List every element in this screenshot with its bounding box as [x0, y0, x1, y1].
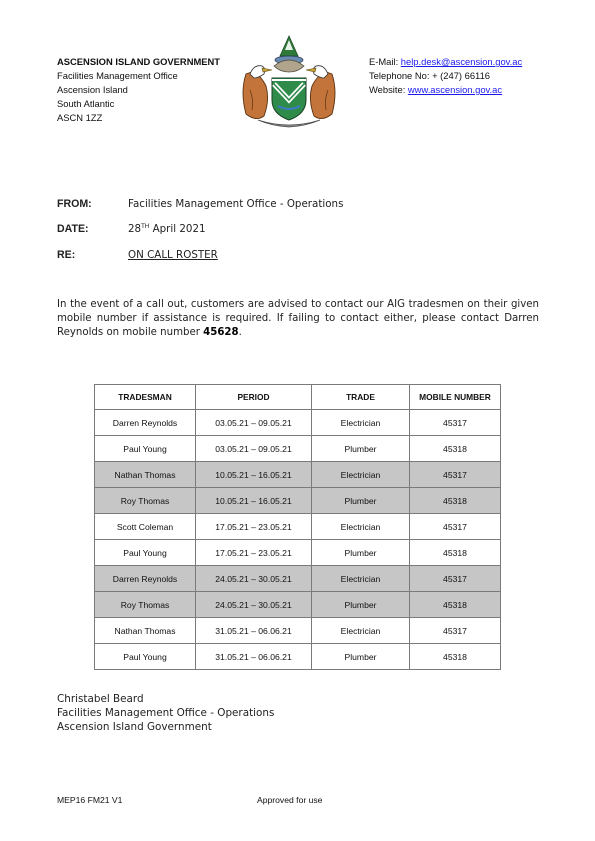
date-day: 28 — [128, 223, 142, 235]
tradesman-cell: Darren Reynolds — [95, 566, 196, 592]
mobile-number-cell: 45318 — [410, 592, 501, 618]
period-cell: 17.05.21 – 23.05.21 — [196, 540, 312, 566]
table-row — [95, 644, 501, 670]
coat-of-arms-icon — [236, 34, 342, 130]
table-row — [95, 410, 501, 436]
table-row — [95, 592, 501, 618]
re-label: RE: — [57, 249, 76, 261]
tradesman-cell: Nathan Thomas — [95, 462, 196, 488]
email-line — [369, 55, 522, 69]
email-label: E-Mail: — [369, 56, 401, 67]
trade-cell: Electrician — [312, 514, 410, 540]
date-value — [128, 223, 206, 235]
mobile-number-cell: 45318 — [410, 488, 501, 514]
period-cell: 03.05.21 – 09.05.21 — [196, 410, 312, 436]
intro-paragraph — [57, 298, 539, 340]
mobile-number-cell: 45317 — [410, 462, 501, 488]
roster-body — [95, 410, 501, 670]
period-cell: 31.05.21 – 06.06.21 — [196, 618, 312, 644]
trade-cell: Plumber — [312, 644, 410, 670]
organisation-name: ASCENSION ISLAND GOVERNMENT — [57, 56, 221, 67]
tradesman-cell: Darren Reynolds — [95, 410, 196, 436]
address-line: Facilities Management Office — [57, 70, 178, 81]
table-row — [95, 462, 501, 488]
period-cell: 10.05.21 – 16.05.21 — [196, 462, 312, 488]
table-row — [95, 514, 501, 540]
trade-cell: Electrician — [312, 462, 410, 488]
period-cell: 31.05.21 – 06.06.21 — [196, 644, 312, 670]
tradesman-cell: Nathan Thomas — [95, 618, 196, 644]
tradesman-cell: Roy Thomas — [95, 488, 196, 514]
website-link[interactable]: www.ascension.gov.ac — [407, 84, 503, 95]
signatory-organisation: Ascension Island Government — [57, 721, 212, 733]
intro-text: In the event of a call out, customers are advised to contact our AIG tradesmen on their given mobile number if assistance is required. If failing to contact either, please contact Darren Reynolds on mobile number — [57, 299, 539, 338]
tradesman-cell: Scott Coleman — [95, 514, 196, 540]
phone-line: Telephone No: + (247) 66116 — [369, 70, 491, 81]
table-row — [95, 540, 501, 566]
tradesman-cell: Roy Thomas — [95, 592, 196, 618]
period-cell: 03.05.21 – 09.05.21 — [196, 436, 312, 462]
table-row — [95, 488, 501, 514]
sender-address-block — [57, 55, 220, 125]
trade-cell: Plumber — [312, 592, 410, 618]
mobile-number-cell: 45318 — [410, 436, 501, 462]
column-header-trade: TRADE — [312, 385, 410, 410]
trade-cell: Electrician — [312, 618, 410, 644]
on-call-roster-table — [94, 384, 501, 670]
mobile-number-cell: 45317 — [410, 410, 501, 436]
email-link[interactable]: help.desk@ascension.gov.ac — [400, 56, 523, 67]
period-cell: 24.05.21 – 30.05.21 — [196, 566, 312, 592]
trade-cell: Plumber — [312, 488, 410, 514]
approval-note: Approved for use — [257, 795, 323, 805]
address-line: South Atlantic — [57, 98, 115, 109]
date-suffix: TH — [141, 223, 150, 230]
table-row — [95, 566, 501, 592]
column-header-period: PERIOD — [196, 385, 312, 410]
website-label: Website: — [369, 84, 408, 95]
signatory-name: Christabel Beard — [57, 693, 144, 705]
table-header-row — [95, 385, 501, 410]
website-line — [369, 83, 522, 97]
signatory-office: Facilities Management Office - Operations — [57, 707, 275, 719]
period-cell: 10.05.21 – 16.05.21 — [196, 488, 312, 514]
mobile-number-cell: 45318 — [410, 540, 501, 566]
mobile-number-cell: 45317 — [410, 514, 501, 540]
table-row — [95, 436, 501, 462]
period-cell: 17.05.21 – 23.05.21 — [196, 514, 312, 540]
tradesman-cell: Paul Young — [95, 436, 196, 462]
mobile-number-cell: 45317 — [410, 566, 501, 592]
signature-block — [57, 692, 274, 734]
trade-cell: Plumber — [312, 540, 410, 566]
trade-cell: Plumber — [312, 436, 410, 462]
mobile-number-cell: 45318 — [410, 644, 501, 670]
column-header-tradesman: TRADESMAN — [95, 385, 196, 410]
tradesman-cell: Paul Young — [95, 644, 196, 670]
from-value: Facilities Management Office - Operations — [128, 198, 344, 210]
mobile-number-cell: 45317 — [410, 618, 501, 644]
re-value: ON CALL ROSTER — [128, 249, 218, 261]
trade-cell: Electrician — [312, 410, 410, 436]
intro-end: . — [238, 327, 242, 338]
document-code: MEP16 FM21 V1 — [57, 795, 123, 805]
contact-number: 45628 — [203, 327, 239, 338]
column-header-mobile-number: MOBILE NUMBER — [410, 385, 501, 410]
period-cell: 24.05.21 – 30.05.21 — [196, 592, 312, 618]
date-label: DATE: — [57, 223, 89, 235]
date-rest: April 2021 — [149, 223, 206, 235]
table-row — [95, 618, 501, 644]
address-line: ASCN 1ZZ — [57, 112, 103, 123]
address-line: Ascension Island — [57, 84, 128, 95]
contact-block — [369, 55, 522, 97]
tradesman-cell: Paul Young — [95, 540, 196, 566]
from-label: FROM: — [57, 198, 92, 210]
trade-cell: Electrician — [312, 566, 410, 592]
